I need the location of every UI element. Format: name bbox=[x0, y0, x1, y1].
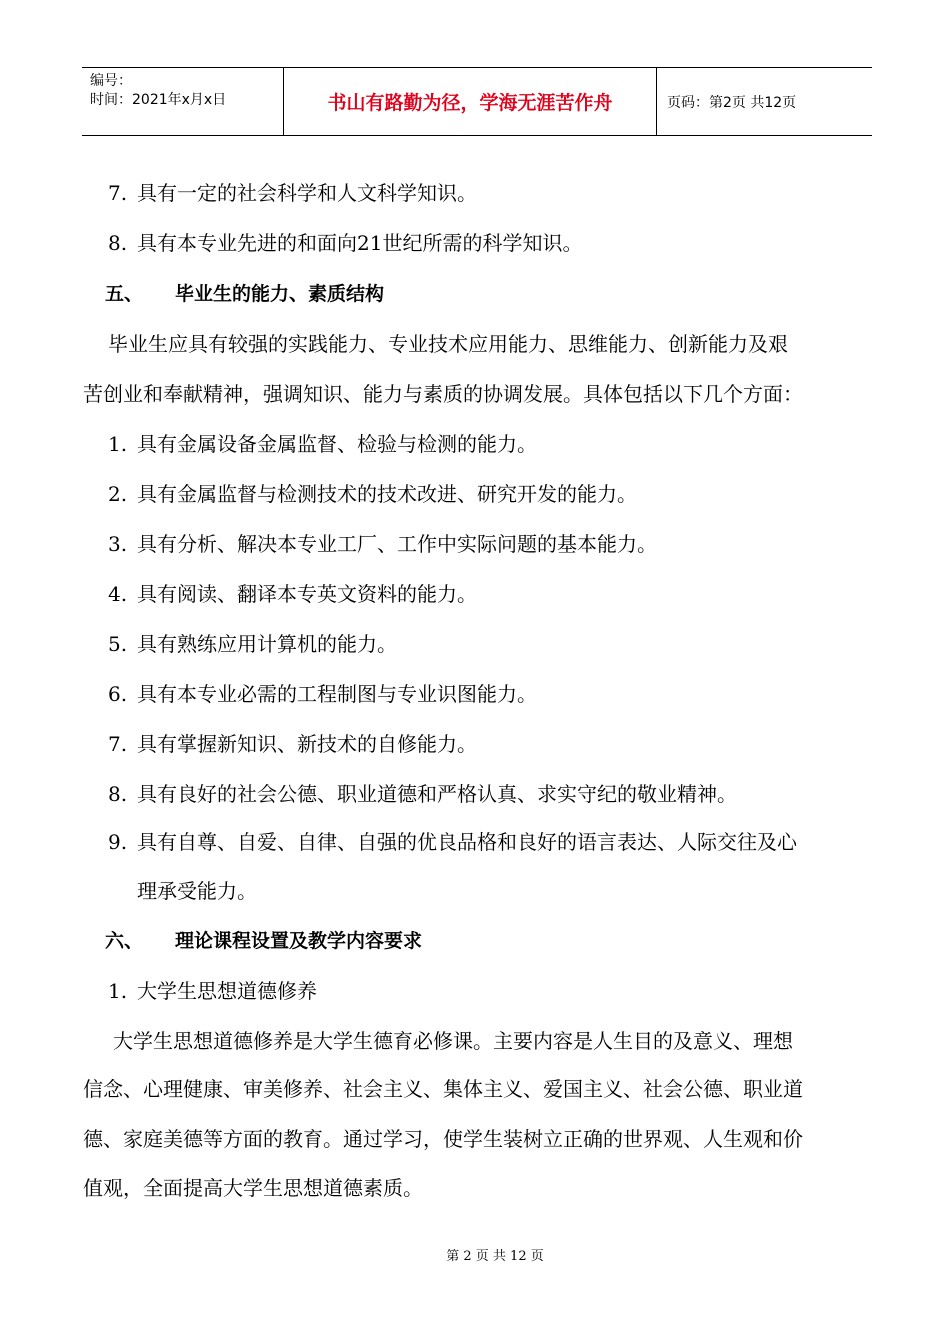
header-motto-cell bbox=[284, 68, 657, 135]
document-number: 编号： bbox=[90, 73, 132, 89]
list-item: 2. 具有金属监督与检测技术的技术改进、研究开发的能力。 bbox=[108, 482, 637, 506]
section-heading-5: 五、 毕业生的能力、素质结构 bbox=[105, 283, 385, 305]
list-item: 8. 具有良好的社会公德、职业道德和严格认真、求实守纪的敬业精神。 bbox=[108, 782, 737, 806]
page-header bbox=[82, 67, 872, 136]
list-item: 7. 具有掌握新知识、新技术的自修能力。 bbox=[108, 732, 477, 756]
header-meta bbox=[82, 68, 284, 135]
list-item: 3. 具有分析、解决本专业工厂、工作中实际问题的基本能力。 bbox=[108, 532, 657, 556]
paragraph-line: 德、家庭美德等方面的教育。通过学习，使学生装树立正确的世界观、人生观和价 bbox=[83, 1127, 803, 1151]
list-item: 1. 具有金属设备金属监督、检验与检测的能力。 bbox=[108, 432, 537, 456]
paragraph-line: 苦创业和奉献精神，强调知识、能力与素质的协调发展。具体包括以下几个方面： bbox=[83, 382, 803, 406]
paragraph-line: 信念、心理健康、审美修养、社会主义、集体主义、爱国主义、社会公德、职业道 bbox=[83, 1077, 803, 1101]
list-item-continuation: 理承受能力。 bbox=[137, 879, 257, 903]
header-motto: 书山有路勤为径，学海无涯苦作舟 bbox=[327, 92, 613, 114]
paragraph-line: 大学生思想道德修养是大学生德育必修课。主要内容是人生目的及意义、理想 bbox=[113, 1029, 793, 1053]
list-item: 9. 具有自尊、自爱、自律、自强的优良品格和良好的语言表达、人际交往及心 bbox=[108, 830, 797, 854]
list-item: 7. 具有一定的社会科学和人文科学知识。 bbox=[108, 181, 477, 205]
list-item: 8. 具有本专业先进的和面向21世纪所需的科学知识。 bbox=[108, 231, 583, 255]
list-item: 5. 具有熟练应用计算机的能力。 bbox=[108, 632, 397, 656]
document-time: 时间：2021年x月x日 bbox=[90, 92, 227, 108]
subsection-title: 1. 大学生思想道德修养 bbox=[108, 979, 317, 1003]
paragraph-line: 毕业生应具有较强的实践能力、专业技术应用能力、思维能力、创新能力及艰 bbox=[108, 332, 788, 356]
section-heading-6: 六、 理论课程设置及教学内容要求 bbox=[105, 930, 423, 952]
page-footer: 第 2 页 共 12 页 bbox=[446, 1249, 544, 1264]
paragraph-line: 值观，全面提高大学生思想道德素质。 bbox=[83, 1176, 423, 1200]
header-page-info: 页码：第2页 共12页 bbox=[667, 94, 797, 111]
list-item: 6. 具有本专业必需的工程制图与专业识图能力。 bbox=[108, 682, 537, 706]
list-item: 4. 具有阅读、翻译本专英文资料的能力。 bbox=[108, 582, 477, 606]
